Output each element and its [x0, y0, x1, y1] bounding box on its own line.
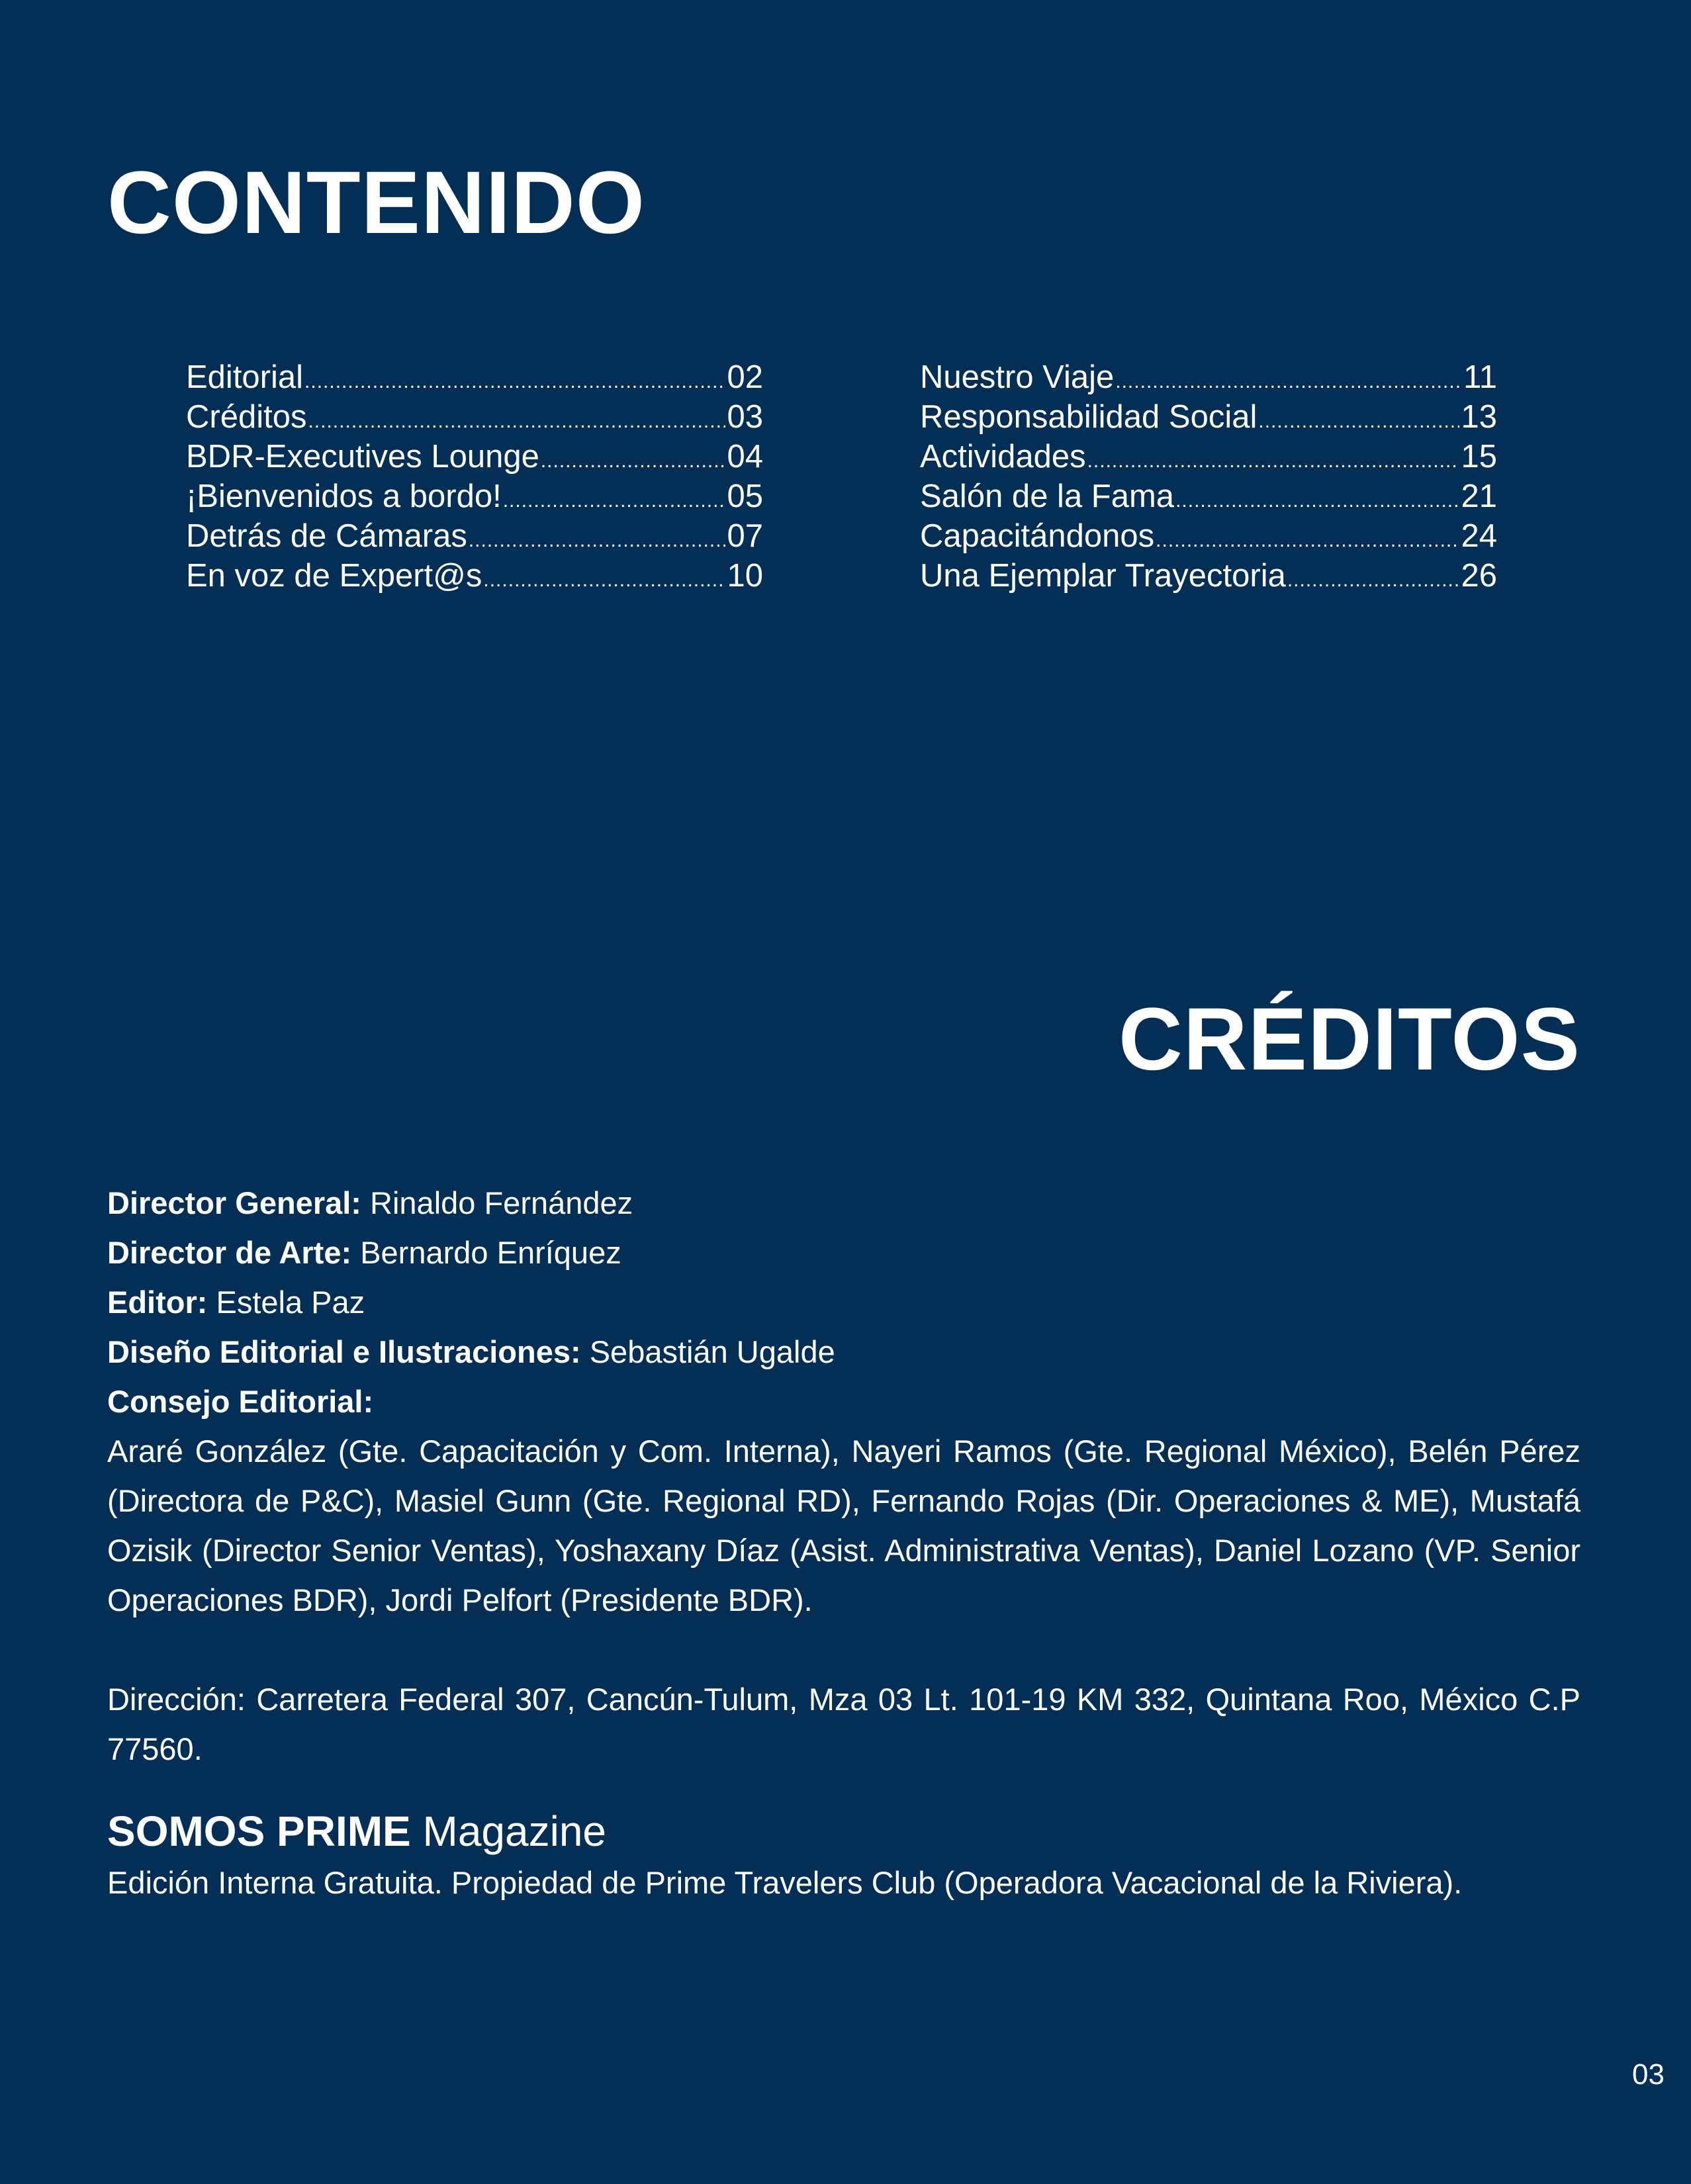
toc-item-page: 13: [1461, 399, 1497, 435]
toc-item-page: 21: [1461, 478, 1497, 514]
credit-director-arte: [107, 1228, 1580, 1277]
credit-role: Consejo Editorial:: [107, 1384, 374, 1419]
magazine-description: Edición Interna Gratuita. Propiedad de Prime Travelers Club (Operadora Vacacional de la Riviera).: [107, 1865, 1463, 1900]
toc-item-label: Actividades: [920, 439, 1086, 475]
toc-leader-dots: [541, 451, 726, 471]
toc-item-page: 07: [727, 518, 763, 554]
toc-item-label: BDR-Executives Lounge: [186, 439, 539, 475]
toc-item-label: Una Ejemplar Trayectoria: [920, 558, 1286, 594]
credits-section: [107, 1178, 1580, 1907]
credit-role: Diseño Editorial e Ilustraciones:: [107, 1334, 581, 1369]
contenido-heading: CONTENIDO: [107, 154, 645, 252]
toc-item[interactable]: [186, 556, 763, 596]
credit-name: Bernardo Enríquez: [360, 1235, 621, 1270]
toc-item[interactable]: [920, 357, 1497, 397]
toc-item[interactable]: [186, 397, 763, 437]
address-text: Dirección: Carretera Federal 307, Cancún-Tulum, Mza 03 Lt. 101-19 KM 332, Quintana Roo, México C.P 77560.: [107, 1682, 1580, 1766]
consejo-members: Araré González (Gte. Capacitación y Com. Interna), Nayeri Ramos (Gte. Regional México), Belén Pérez (Directora de P&C), Masiel Gunn (Gte. Regional RD), Fernando Rojas (Dir. Operaciones & ME), Mustafá Ozisik (Director Senior Ventas), Yoshaxany Díaz (Asist. Administrativa Ventas), Daniel Lozano (VP. Senior Operaciones BDR), Jordi Pelfort (Presidente BDR).: [107, 1433, 1580, 1617]
credit-name: Estela Paz: [216, 1285, 365, 1320]
magazine-title: [107, 1805, 1580, 1858]
toc-leader-dots: [1258, 412, 1459, 432]
toc-item-label: En voz de Expert@s: [186, 558, 482, 594]
toc-item-page: 02: [727, 359, 763, 395]
magazine-name-bold: SOMOS PRIME: [107, 1807, 411, 1855]
toc-item[interactable]: [186, 437, 763, 477]
credit-name: Rinaldo Fernández: [370, 1185, 633, 1220]
toc-item-page: 04: [727, 439, 763, 475]
toc-item[interactable]: [920, 437, 1497, 477]
toc-left-column: [186, 357, 763, 596]
toc-right-column: [920, 357, 1497, 596]
credit-diseno: [107, 1327, 1580, 1377]
credit-editor: [107, 1277, 1580, 1327]
toc-item-page: 26: [1461, 558, 1497, 594]
toc-item-page: 05: [727, 478, 763, 514]
toc-item[interactable]: [920, 477, 1497, 516]
toc-leader-dots: [308, 412, 725, 432]
magazine-name-regular: Magazine: [422, 1807, 606, 1855]
toc-item-label: Detrás de Cámaras: [186, 518, 467, 554]
credit-role: Director de Arte:: [107, 1235, 352, 1270]
toc-leader-dots: [304, 372, 725, 392]
toc-item[interactable]: [186, 516, 763, 556]
credit-director-general: [107, 1178, 1580, 1228]
toc-leader-dots: [483, 570, 725, 590]
creditos-heading: CRÉDITOS: [1119, 990, 1580, 1089]
credit-role: Editor:: [107, 1285, 208, 1320]
toc-item-page: 10: [727, 558, 763, 594]
page-number: 03: [1632, 2058, 1665, 2091]
toc-item-label: Capacitándonos: [920, 518, 1155, 554]
credit-consejo: [107, 1377, 1580, 1426]
toc-leader-dots: [1287, 570, 1460, 590]
credit-name: Sebastián Ugalde: [589, 1334, 835, 1369]
toc-leader-dots: [1115, 372, 1462, 392]
credit-role: Director General:: [107, 1185, 361, 1220]
toc-item-label: Salón de la Fama: [920, 478, 1175, 514]
toc-item-label: Editorial: [186, 359, 304, 395]
toc-item[interactable]: [920, 516, 1497, 556]
toc-item-page: 03: [727, 399, 763, 435]
toc-leader-dots: [1156, 531, 1459, 551]
toc-item-label: ¡Bienvenidos a bordo!: [186, 478, 502, 514]
toc-item[interactable]: [920, 556, 1497, 596]
toc-leader-dots: [1087, 451, 1460, 471]
toc-leader-dots: [503, 491, 726, 511]
toc-leader-dots: [1175, 491, 1459, 511]
toc-item[interactable]: [186, 477, 763, 516]
toc-leader-dots: [469, 531, 726, 551]
toc-item[interactable]: [186, 357, 763, 397]
toc-item[interactable]: [920, 397, 1497, 437]
toc-item-label: Créditos: [186, 399, 307, 435]
toc-item-page: 11: [1463, 359, 1497, 395]
toc-item-page: 15: [1461, 439, 1497, 475]
toc-item-page: 24: [1461, 518, 1497, 554]
toc-item-label: Responsabilidad Social: [920, 399, 1257, 435]
toc-item-label: Nuestro Viaje: [920, 359, 1115, 395]
